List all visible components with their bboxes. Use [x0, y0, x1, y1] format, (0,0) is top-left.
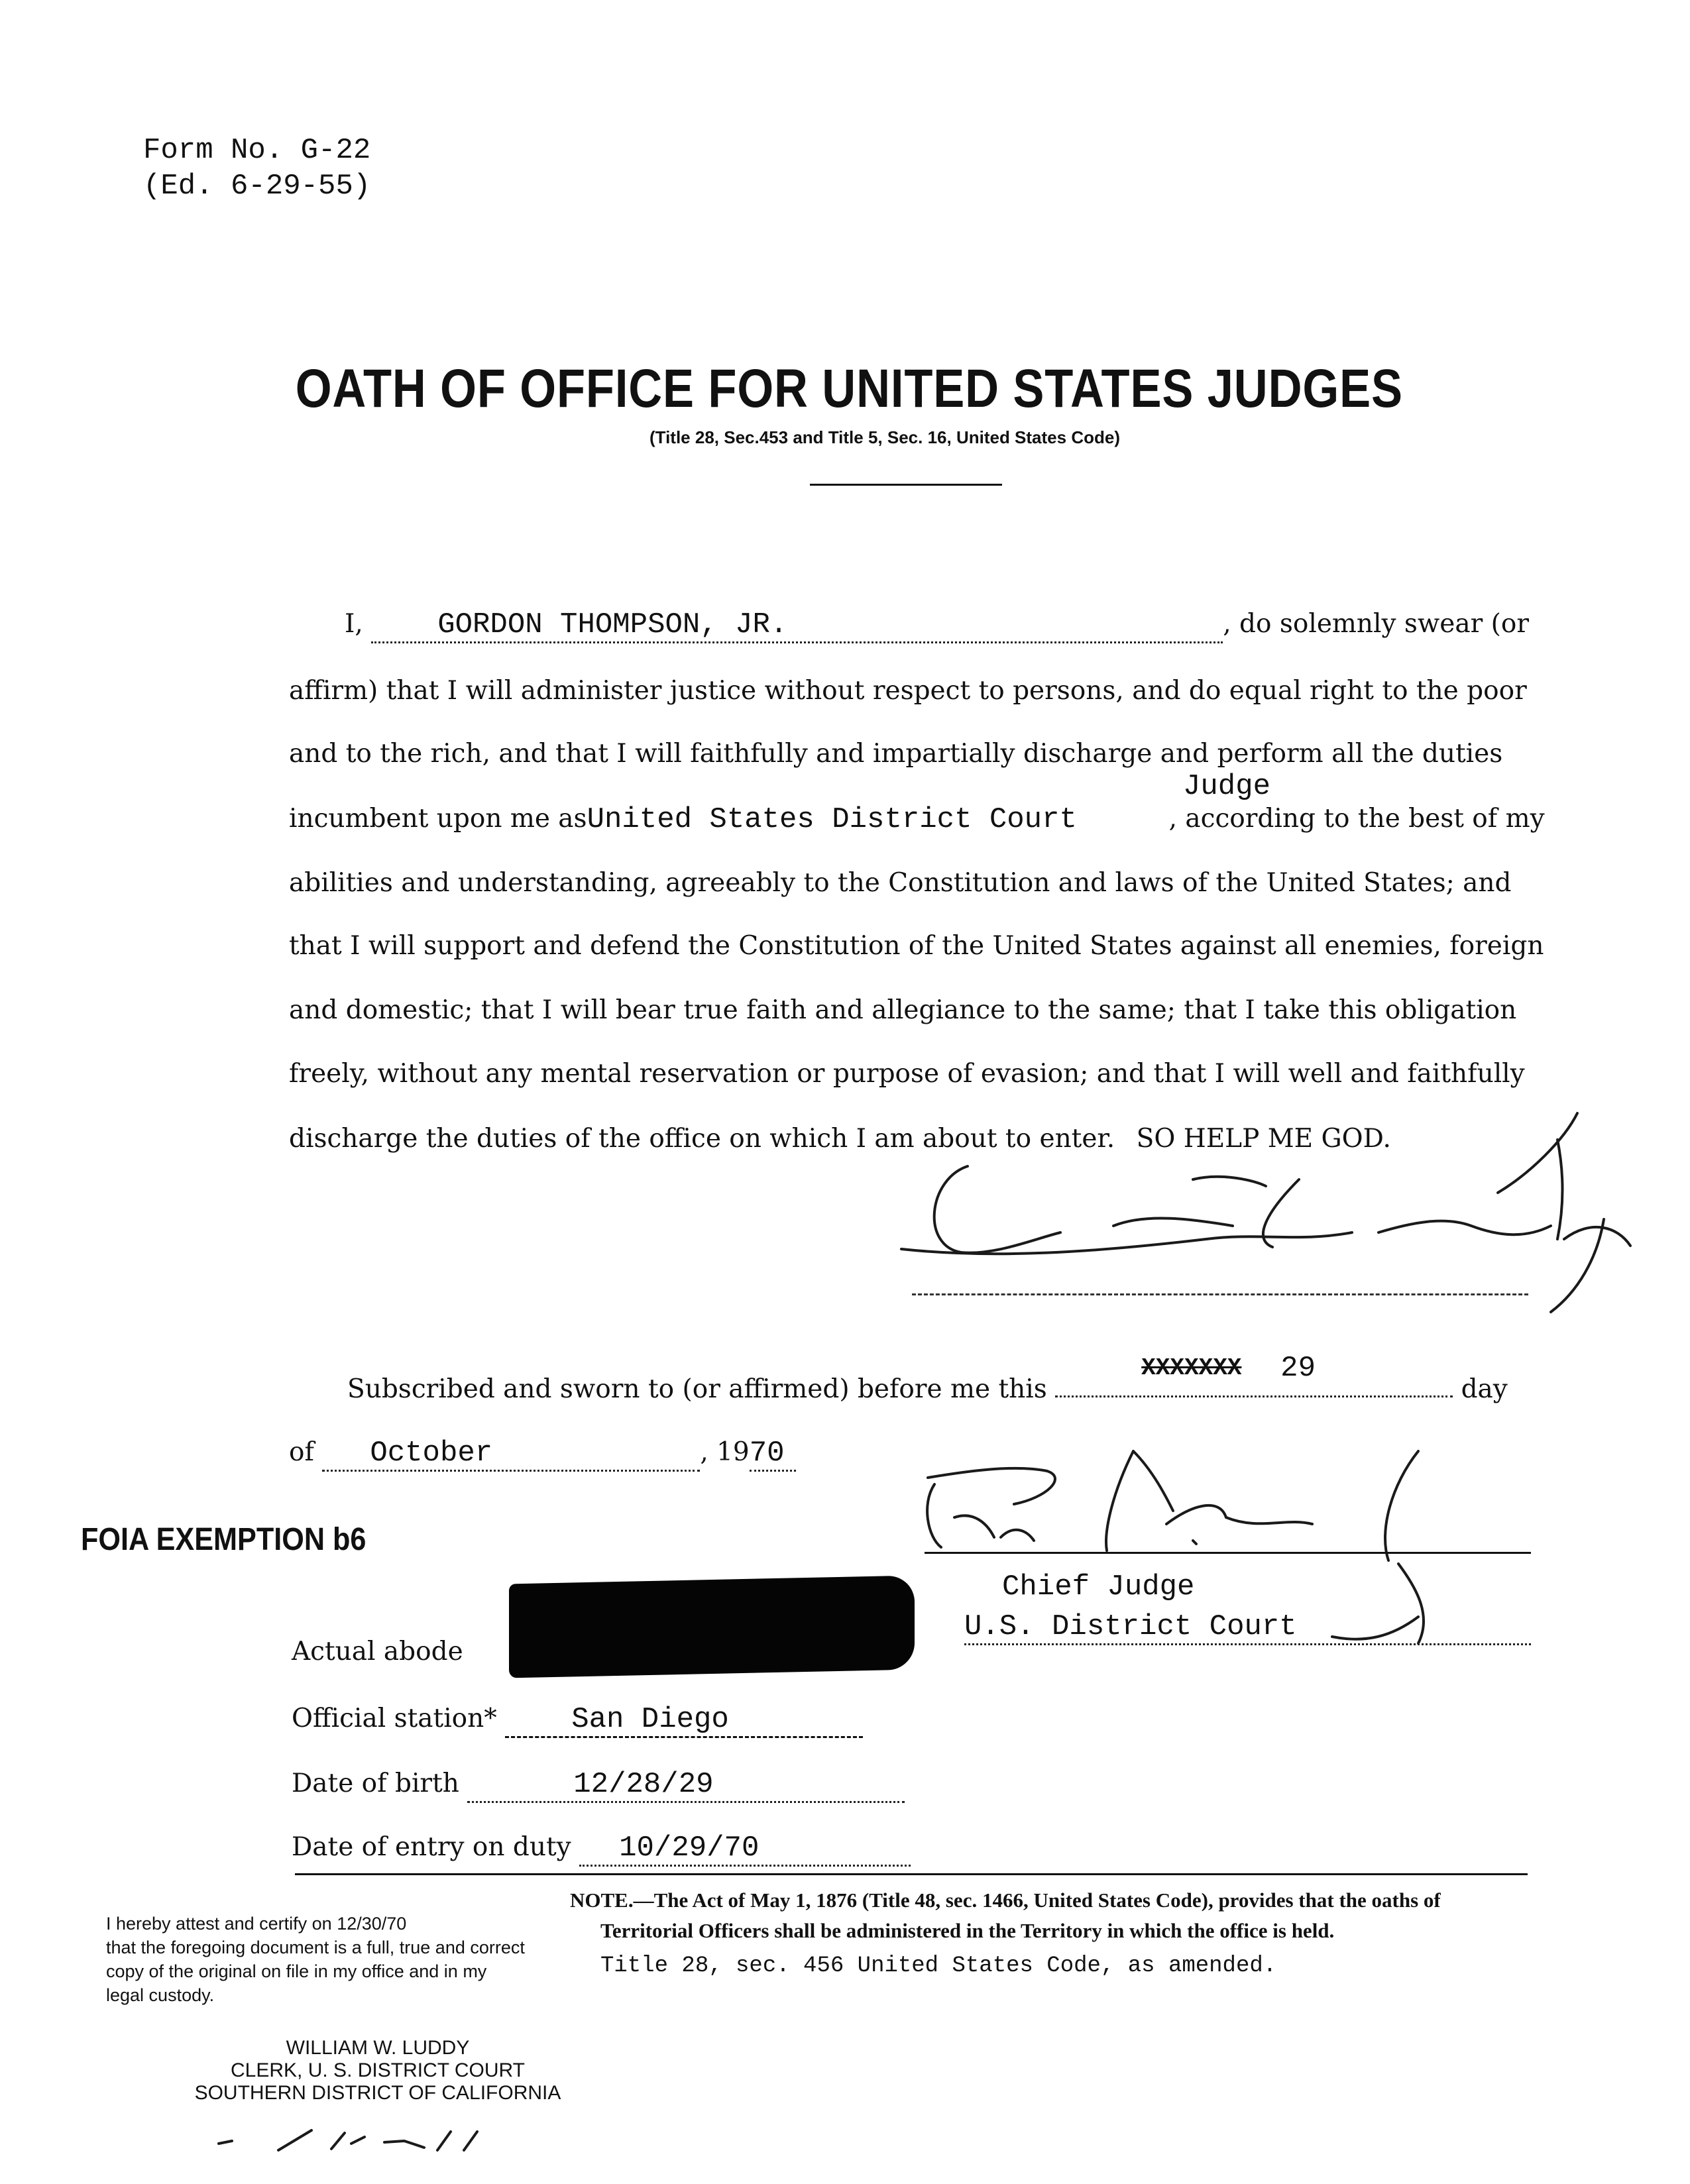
entry-label: Date of entry on duty [292, 1832, 571, 1862]
subscribed-line [347, 1352, 1508, 1404]
birth-line [292, 1768, 905, 1803]
judge-signature-icon [862, 1073, 1644, 1325]
clerk-name: WILLIAM W. LUDDY [286, 2037, 470, 2059]
clerk-signature-icon [212, 2124, 517, 2157]
form-number: Form No. G-22 [143, 134, 371, 167]
attest-line-3: copy of the original on file in my office and in my [106, 1961, 487, 1981]
clerk-district: SOUTHERN DISTRICT OF CALIFORNIA [194, 2082, 561, 2104]
office-insert: Judge [1183, 770, 1271, 803]
oath-signature-line [912, 1293, 1528, 1295]
day-label: day [1461, 1374, 1508, 1404]
day-value: 29 [1280, 1352, 1316, 1385]
year-prefix: , 19 [700, 1437, 750, 1467]
office-field: United States District Court [587, 803, 1077, 836]
struck-text: XXXXXXX [1141, 1354, 1242, 1382]
officer-court: U.S. District Court [964, 1610, 1531, 1645]
subscribed-text: Subscribed and sworn to (or affirmed) before me this [347, 1374, 1047, 1404]
oath-line-4 [289, 803, 1545, 836]
note-line-1: NOTE.—The Act of May 1, 1876 (Title 48, sec. 1466, United States Code), provides that the oaths of [570, 1888, 1441, 1912]
oath-line-1 [345, 608, 1529, 643]
oath-line-8: freely, without any mental reservation or purpose of evasion; and that I will well and faithfully [289, 1059, 1525, 1089]
form-identifier [143, 133, 370, 204]
foia-exemption-stamp: FOIA EXEMPTION b6 [81, 1522, 366, 1557]
oath-line4-start: incumbent upon me as [289, 804, 587, 834]
attest-line-2: that the foregoing document is a full, true and correct [106, 1938, 525, 1957]
title-divider [810, 484, 1002, 486]
of-label: of [289, 1437, 314, 1467]
attest-line-1: I hereby attest and certify on 12/30/70 [106, 1914, 407, 1934]
entry-field: 10/29/70 [579, 1831, 911, 1867]
oath-line-3: and to the rich, and that I will faithfully and impartially discharge and perform all the duties [289, 739, 1503, 769]
note-divider [295, 1873, 1528, 1875]
oath-closing: SO HELP ME GOD. [1136, 1124, 1391, 1154]
birth-label: Date of birth [292, 1769, 459, 1798]
oath-line-2: affirm) that I will administer justice without respect to persons, and do equal right to the poor [289, 676, 1527, 706]
note-line-3: Title 28, sec. 456 United States Code, as amended. [600, 1953, 1277, 1979]
oath-line4-end: , according to the best of my [1168, 804, 1545, 834]
oath-line-5: abilities and understanding, agreeably to the Constitution and laws of the United States; and [289, 868, 1512, 898]
attest-line-4: legal custody. [106, 1985, 215, 2005]
chief-judge-signature-line [925, 1552, 1531, 1554]
oath-line9-text: discharge the duties of the office on which I am about to enter. [289, 1124, 1115, 1154]
document-title: OATH OF OFFICE FOR UNITED STATES JUDGES [295, 358, 1403, 419]
statute-citation: (Title 28, Sec.453 and Title 5, Sec. 16, United States Code) [649, 427, 1120, 447]
entry-line [292, 1831, 911, 1867]
form-edition: (Ed. 6-29-55) [143, 170, 371, 203]
note-line-2: Territorial Officers shall be administered in the Territory in which the office is held. [600, 1919, 1335, 1942]
oath-line-6: that I will support and defend the Constitution of the United States against all enemies, foreign [289, 931, 1544, 961]
oath-line-7: and domestic; that I will bear true faith and allegiance to the same; that I take this obligation [289, 995, 1517, 1025]
oath-name-field: GORDON THOMPSON, JR. [371, 608, 1223, 643]
abode-label: Actual abode [292, 1637, 463, 1666]
station-field: San Diego [505, 1703, 863, 1738]
oath-line1-end: , do solemnly swear (or [1223, 609, 1530, 639]
month-line [289, 1437, 796, 1472]
officer-title: Chief Judge [1002, 1570, 1195, 1604]
redaction-block [509, 1576, 915, 1678]
year-field: 70 [750, 1437, 796, 1472]
station-line [292, 1703, 863, 1738]
oath-prefix: I, [345, 609, 363, 639]
clerk-block [186, 2037, 570, 2104]
month-field: October [322, 1437, 700, 1472]
birth-field: 12/28/29 [467, 1768, 905, 1803]
day-field [1055, 1352, 1453, 1397]
clerk-title: CLERK, U. S. DISTRICT COURT [231, 2059, 525, 2081]
station-label: Official station* [292, 1704, 497, 1733]
